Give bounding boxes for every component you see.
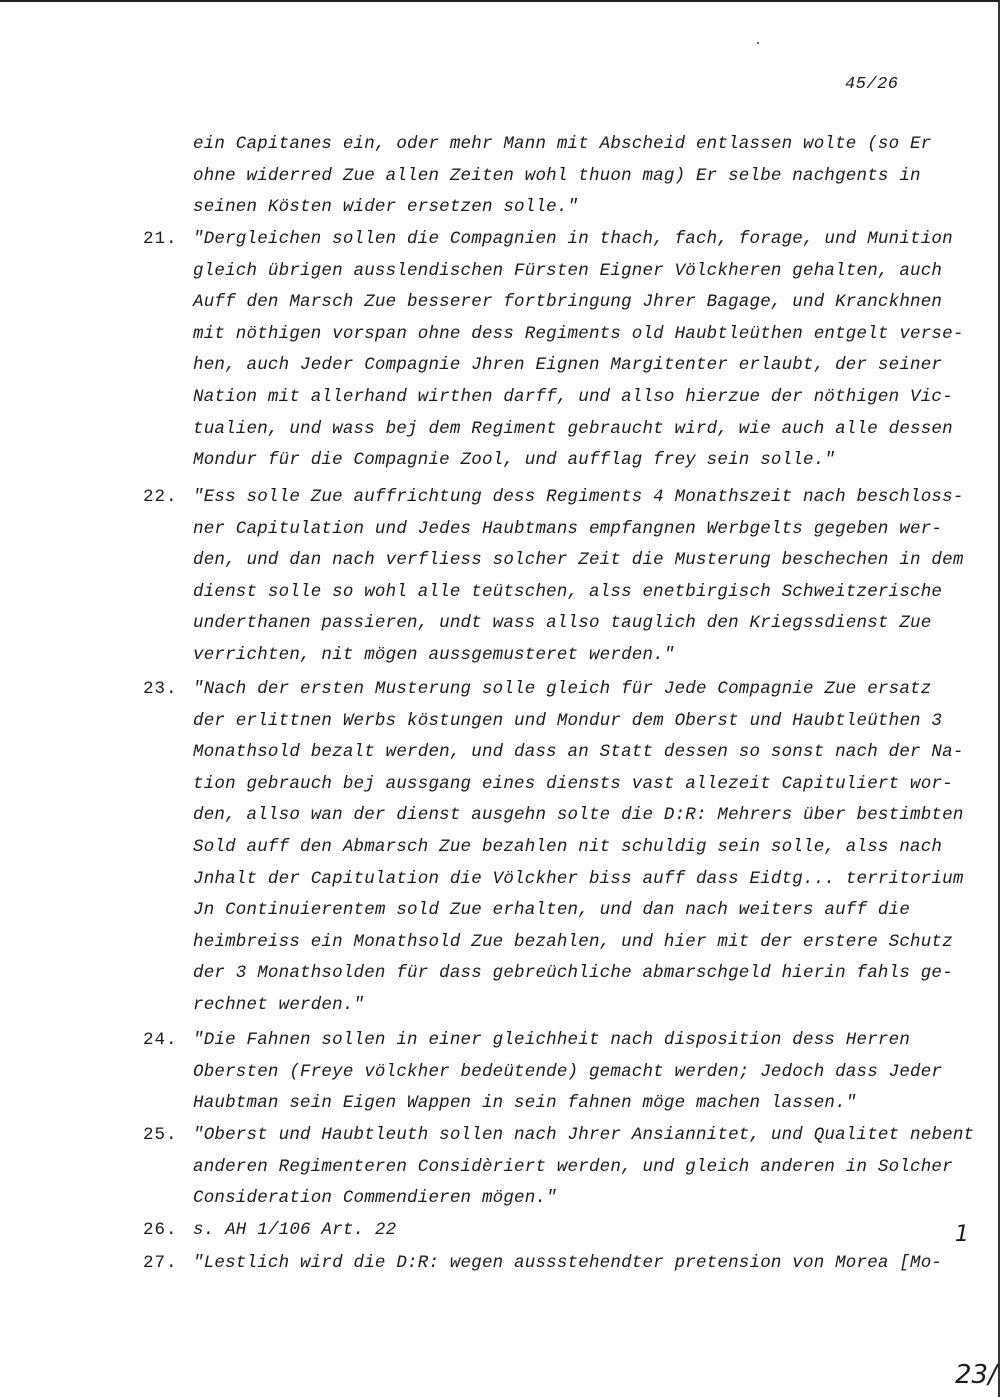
article-number: 25. xyxy=(143,1125,178,1145)
text-line: ohne widerred Zue allen Zeiten wohl thuon mag) Er selbe nachgents in xyxy=(193,165,921,186)
text-line: "Dergleichen sollen die Compagnien in thach, fach, forage, und Munition xyxy=(193,229,953,249)
text-line: der 3 Monathsolden für dass gebreüchliche abmarschgeld hierin fahls ge- xyxy=(193,963,953,984)
text-line: mit nöthigen vorspan ohne dess Regiments old Haubtleüthen entgelt verse- xyxy=(193,323,964,344)
text-line: "Die Fahnen sollen in einer gleichheit nach disposition dess Herren xyxy=(193,1030,911,1050)
article-number: 21. xyxy=(143,229,178,249)
text-line: Jn Continuierentem sold Zue erhalten, und dan nach weiters auff die xyxy=(193,900,911,921)
text-line: Sold auff den Abmarsch Zue bezahlen nit schuldig sein solle, alss nach xyxy=(193,837,943,857)
text-line: seinen Kösten wider ersetzen solle." xyxy=(193,197,579,218)
article-number: 23. xyxy=(143,679,178,699)
handwritten-page-mark: 23/ xyxy=(955,1360,997,1390)
text-line: gleich übrigen ausslendischen Fürsten Eigner Völckheren gehalten, auch xyxy=(193,260,943,281)
text-line: anderen Regimenteren Considèriert werden, und gleich anderen in Solcher xyxy=(193,1156,953,1177)
text-line: s. AH 1/106 Art. 22 xyxy=(193,1220,397,1240)
text-line: den, und dan nach verfliess solcher Zeit die Musterung beschechen in dem xyxy=(193,550,964,571)
text-line: Jnhalt der Capitulation die Völckher biss auff dass Eidtg... territorium xyxy=(193,868,964,889)
text-line: rechnet werden." xyxy=(193,995,365,1015)
text-line: Mondur für die Compagnie Zool, und aufflag frey sein solle." xyxy=(193,450,836,471)
text-line: Obersten (Freye völckher bedeütende) gemacht werden; Jedoch dass Jeder xyxy=(193,1061,943,1082)
scan-speck xyxy=(757,42,759,44)
article-number: 26. xyxy=(143,1220,178,1240)
text-line: "Lestlich wird die D:R: wegen aussstehendter pretension von Morea [Mo- xyxy=(193,1253,943,1273)
text-line: verrichten, nit mögen aussgemusteret werden." xyxy=(193,645,675,665)
text-line: underthanen passieren, undt wass allso tauglich den Kriegssdienst Zue xyxy=(193,613,932,634)
article-number: 24. xyxy=(143,1030,178,1050)
text-line: "Ess solle Zue auffrichtung dess Regiments 4 Monathszeit nach beschloss- xyxy=(193,487,964,507)
text-line: ner Capitulation und Jedes Haubtmans empfangnen Werbgelts gegeben wer- xyxy=(193,518,943,539)
article-number: 27. xyxy=(143,1253,178,1273)
text-line: der erlittnen Werbs köstungen und Mondur dem Oberst und Haubtleüthen 3 xyxy=(193,710,943,731)
text-line: tion gebrauch bej aussgang eines diensts vast allezeit Capituliert wor- xyxy=(193,773,953,794)
text-line: Auff den Marsch Zue besserer fortbringung Jhrer Bagage, und Kranckhnen xyxy=(193,292,943,313)
margin-mark: 1 xyxy=(955,1222,969,1247)
text-line: Nation mit allerhand wirthen darff, und allso hierzue der nöthigen Vic- xyxy=(193,387,953,407)
text-line: "Nach der ersten Musterung solle gleich für Jede Compagnie Zue ersatz xyxy=(193,679,932,699)
text-line: Monathsold bezalt werden, und dass an Statt dessen so sonst nach der Na- xyxy=(193,742,964,763)
text-line: tualien, und wass bej dem Regiment gebraucht wird, wie auch alle dessen xyxy=(193,418,953,439)
text-line: Haubtman sein Eigen Wappen in sein fahnen möge machen lassen." xyxy=(193,1093,857,1114)
text-line: heimbreiss ein Monathsold Zue bezahlen, und hier mit der erstere Schutz xyxy=(193,931,953,952)
article-number: 22. xyxy=(143,487,178,507)
text-line: "Oberst und Haubtleuth sollen nach Jhrer Ansiannitet, und Qualitet nebent xyxy=(193,1125,975,1145)
page-number: 45/26 xyxy=(845,75,899,94)
text-line: ein Capitanes ein, oder mehr Mann mit Abscheid entlassen wolte (so Er xyxy=(193,134,932,154)
text-line: dienst solle so wohl alle teütschen, alss enetbirgisch Schweitzerische xyxy=(193,581,943,602)
text-line: Consideration Commendieren mögen." xyxy=(193,1188,557,1209)
text-line: hen, auch Jeder Compagnie Jhren Eignen Margitenter erlaubt, der seiner xyxy=(193,355,943,376)
text-line: den, allso wan der dienst ausgehn solte die D:R: Mehrers über bestimbten xyxy=(193,805,964,826)
